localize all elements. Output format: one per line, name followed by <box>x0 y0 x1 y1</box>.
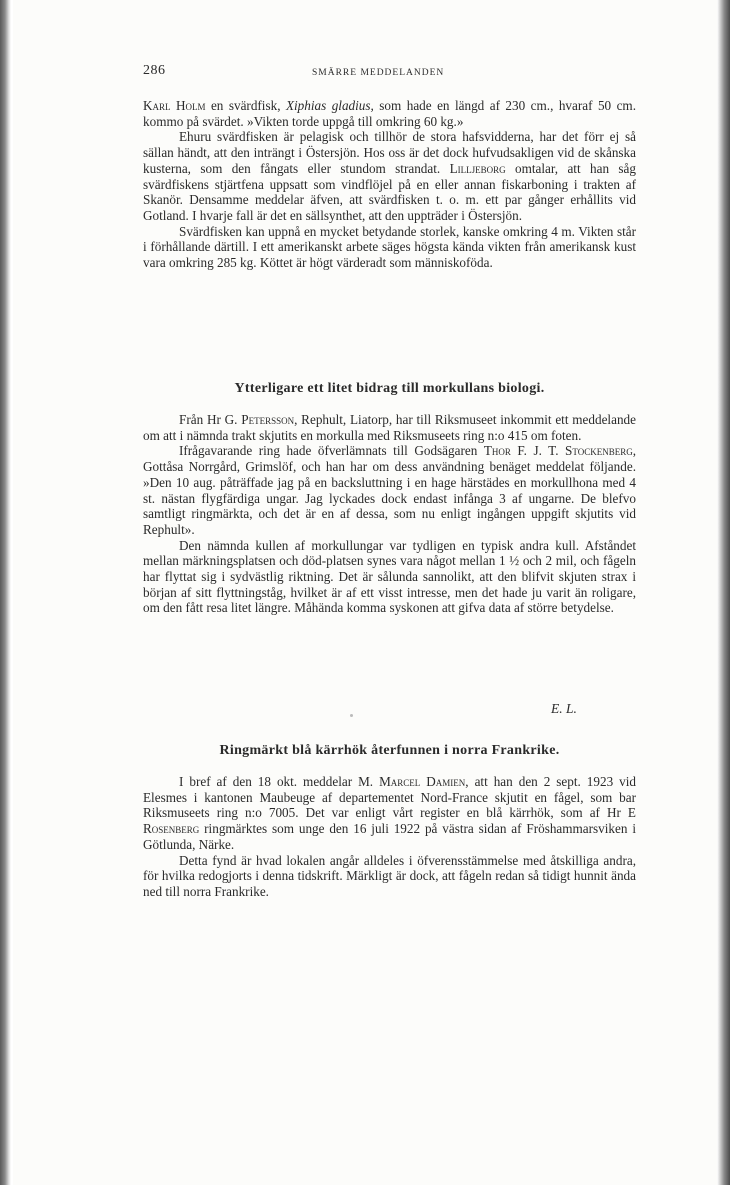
scan-edge-left <box>0 0 11 1185</box>
fraction: 1 ½ <box>499 553 520 569</box>
paragraph: Ifrågavarande ring hade öfverlämnats till Godsägaren Thor F. J. T. Stockenberg, Gottåsa Norrgård, Grimslöf, och han har om dess användning benäget meddelat följande. »Den 10 aug. påträffade jag på en backsluttning i en hage härstädes en morkullhona med 4 st. nästan flygfärdiga ungar. Jag lyckades dock endast infånga 3 af ungarne. De blefvo samtligt ringmärkta, och det är en af dessa, som nu enligt ingången uppgift skjutits vid Rephult». <box>143 443 636 537</box>
article-heading-karrhok: Ringmärkt blå kärrhök återfunnen i norra Frankrike. <box>219 743 560 758</box>
page-number: 286 <box>143 63 166 78</box>
article-swordfish <box>143 98 636 271</box>
person-name: Thor <box>483 443 511 459</box>
paragraph: I bref af den 18 okt. meddelar M. Marcel Damien, att han den 2 sept. 1923 vid Elesmes i kantonen Maubeuge af departementet Nord-France skjutit en fågel, som bar Riksmuseets ring n:o 7005. Det var enligt vårt register en blå kärrhök, som af Hr E Rosenberg ringmärktes som unge den 16 juli 1922 på västra sidan af Fröshammarsviken i Götlunda, Närke. <box>143 774 636 852</box>
scan-edge-right <box>717 0 730 1185</box>
person-name: Lilljeborg <box>449 160 506 176</box>
article-heading-morkulla: Ytterligare ett litet bidrag till morkullans biologi. <box>234 381 545 396</box>
article-morkulla <box>143 412 636 616</box>
paragraph: Den nämnda kullen af morkullungar var tydligen en typisk andra kull. Afståndet mellan märkningsplatsen och död-platsen synes vara något mellan 1 ½ och 2 mil, och fågeln har flyttat sig i sydvästlig riktning. Det är sålunda sannolikt, att den blifvit skjuten strax i början af sitt flyttningståg, hvilket är af ett visst intresse, men det hade ju varit än roligare, om den fått resa litet längre. Måhända komma syskonen att gifva data af större betydelse. <box>143 537 636 616</box>
person-name: Rosenberg <box>143 821 200 837</box>
running-head: SMÄRRE MEDDELANDEN <box>312 68 445 78</box>
speck <box>350 714 353 717</box>
paragraph: Karl Holm en svärdfisk, Xiphias gladius, som hade en längd af 230 cm., hvaraf 50 cm. kommo på svärdet. »Vikten torde uppgå till omkring 60 kg.» <box>143 98 636 129</box>
paragraph: Detta fynd är hvad lokalen angår alldeles i öfverensstämmelse med åtskilliga andra, för hvilka redogjorts i denna tidskrift. Märkligt är dock, att fågeln redan så tidigt hunnit ända ned till norra Frankrike. <box>143 852 636 899</box>
person-name: Petersson <box>241 412 295 427</box>
signature: E. L. <box>551 701 577 716</box>
author-name: Karl Holm <box>143 98 206 113</box>
paragraph: Från Hr G. Petersson, Rephult, Liatorp, har till Riksmuseet inkommit ett meddelande om att i nämnda trakt skjutits en morkulla med Riksmuseets ring n:o 415 om foten. <box>143 412 636 443</box>
person-name: Marcel Damien <box>379 774 466 789</box>
person-name: Stockenberg <box>565 443 633 459</box>
paragraph: Ehuru svärdfisken är pelagisk och tillhör de stora hafsvidderna, har det förr ej så sällan händt, att den inträngt i Östersjön. Hos oss är det dock hufvudsakligen vid de skånska kusterna, som den fångats eller stundom strandat. Lilljeborg omtalar, att han såg svärdfiskens stjärtfena uppsatt som vindflöjel på en eller annan fiskarboning i trakten af Skanör. Densamme meddelar äfven, att svärdfisken t. o. m. ett par gånger erhållits vid Gotland. I hvarje fall är det en sällsynthet, att den uppträder i Östersjön. <box>143 129 636 223</box>
paragraph: Svärdfisken kan uppnå en mycket betydande storlek, kanske omkring 4 m. Vikten står i förhållande därtill. I ett amerikanskt arbete säges högsta kända vikten från amerikansk kust vara omkring 285 kg. Köttet är högt värderadt som människoföda. <box>143 223 636 271</box>
species-name: Xiphias gladius, <box>285 98 374 113</box>
article-karrhok <box>143 774 636 900</box>
